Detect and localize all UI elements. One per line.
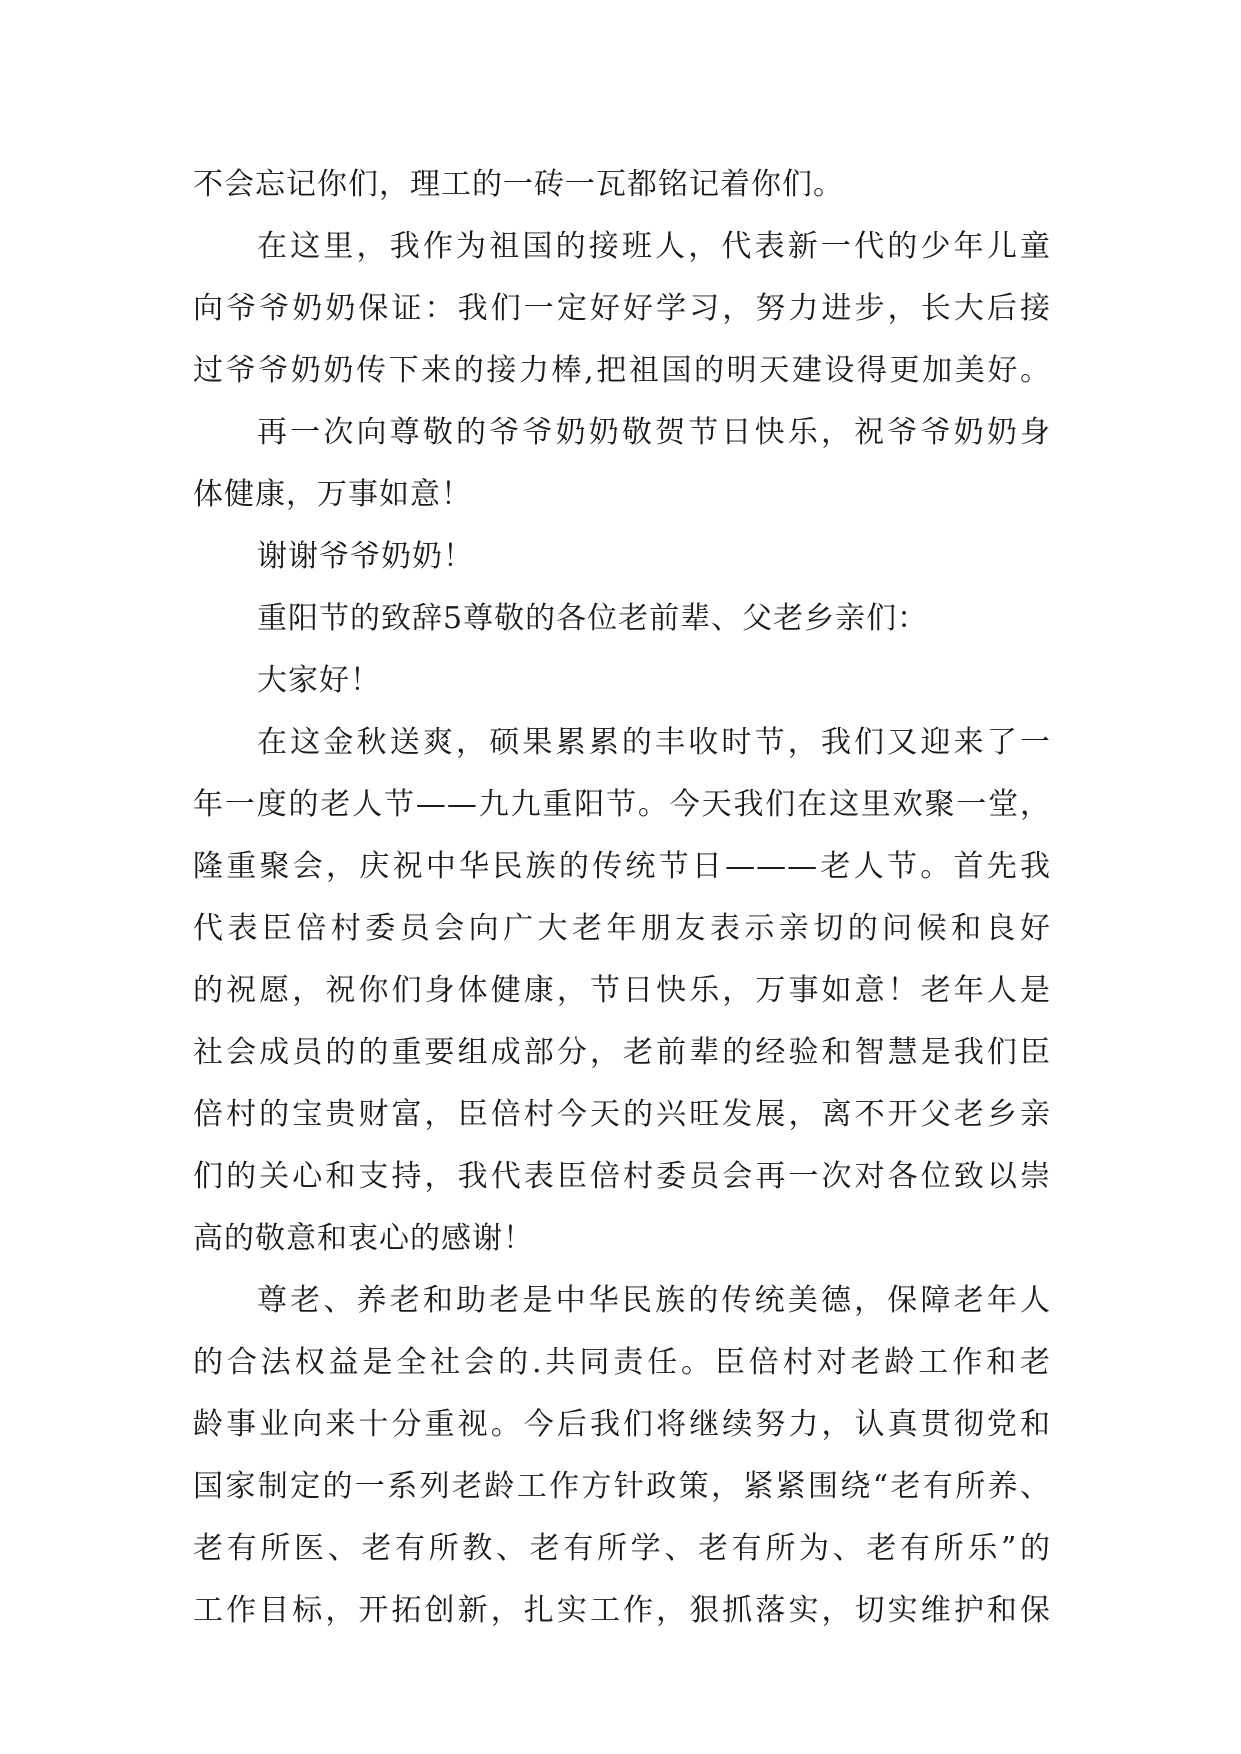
document-body <box>193 154 1051 1642</box>
text-line: 谢谢爷爷奶奶！ <box>257 539 474 574</box>
text-line: 的祝愿，祝你们身体健康，节日快乐，万事如意！老年人是 <box>193 973 1051 1008</box>
text-line: 在这金秋送爽，硕果累累的丰收时节，我们又迎来了一 <box>257 725 1051 760</box>
text-line: 尊老、养老和助老是中华民族的传统美德，保障老年人 <box>257 1283 1051 1318</box>
text-line: 过爷爷奶奶传下来的接力棒,把祖国的明天建设得更加美好。 <box>193 353 1051 388</box>
text-line: 国家制定的一系列老龄工作方针政策，紧紧围绕“老有所养、 <box>193 1469 1051 1504</box>
text-line: 们的关心和支持，我代表臣倍村委员会再一次对各位致以崇 <box>193 1159 1051 1194</box>
text-line: 在这里，我作为祖国的接班人，代表新一代的少年儿童 <box>257 229 1051 264</box>
text-line: 重阳节的致辞5尊敬的各位老前辈、父老乡亲们： <box>257 601 929 636</box>
text-line: 老有所医、老有所教、老有所学、老有所为、老有所乐”的 <box>193 1531 1051 1566</box>
text-line: 倍村的宝贵财富，臣倍村今天的兴旺发展，离不开父老乡亲 <box>193 1097 1051 1132</box>
text-line: 代表臣倍村委员会向广大老年朋友表示亲切的问候和良好 <box>193 911 1051 946</box>
text-line: 高的敬意和衷心的感谢！ <box>193 1221 534 1256</box>
text-line: 龄事业向来十分重视。今后我们将继续努力，认真贯彻党和 <box>193 1407 1051 1442</box>
text-line: 隆重聚会，庆祝中华民族的传统节日———老人节。首先我 <box>193 849 1051 884</box>
text-line: 的合法权益是全社会的.共同责任。臣倍村对老龄工作和老 <box>193 1345 1051 1380</box>
text-line: 向爷爷奶奶保证：我们一定好好学习，努力进步，长大后接 <box>193 291 1051 326</box>
text-line: 工作目标，开拓创新，扎实工作，狠抓落实，切实维护和保 <box>193 1593 1051 1628</box>
text-line: 年一度的老人节——九九重阳节。今天我们在这里欢聚一堂， <box>193 787 1051 822</box>
text-line: 大家好！ <box>257 663 381 698</box>
text-line: 再一次向尊敬的爷爷奶奶敬贺节日快乐，祝爷爷奶奶身 <box>257 415 1051 450</box>
text-line: 社会成员的的重要组成部分，老前辈的经验和智慧是我们臣 <box>193 1035 1051 1070</box>
text-line: 不会忘记你们，理工的一砖一瓦都铭记着你们。 <box>193 167 844 202</box>
text-line: 体健康，万事如意！ <box>193 477 472 512</box>
